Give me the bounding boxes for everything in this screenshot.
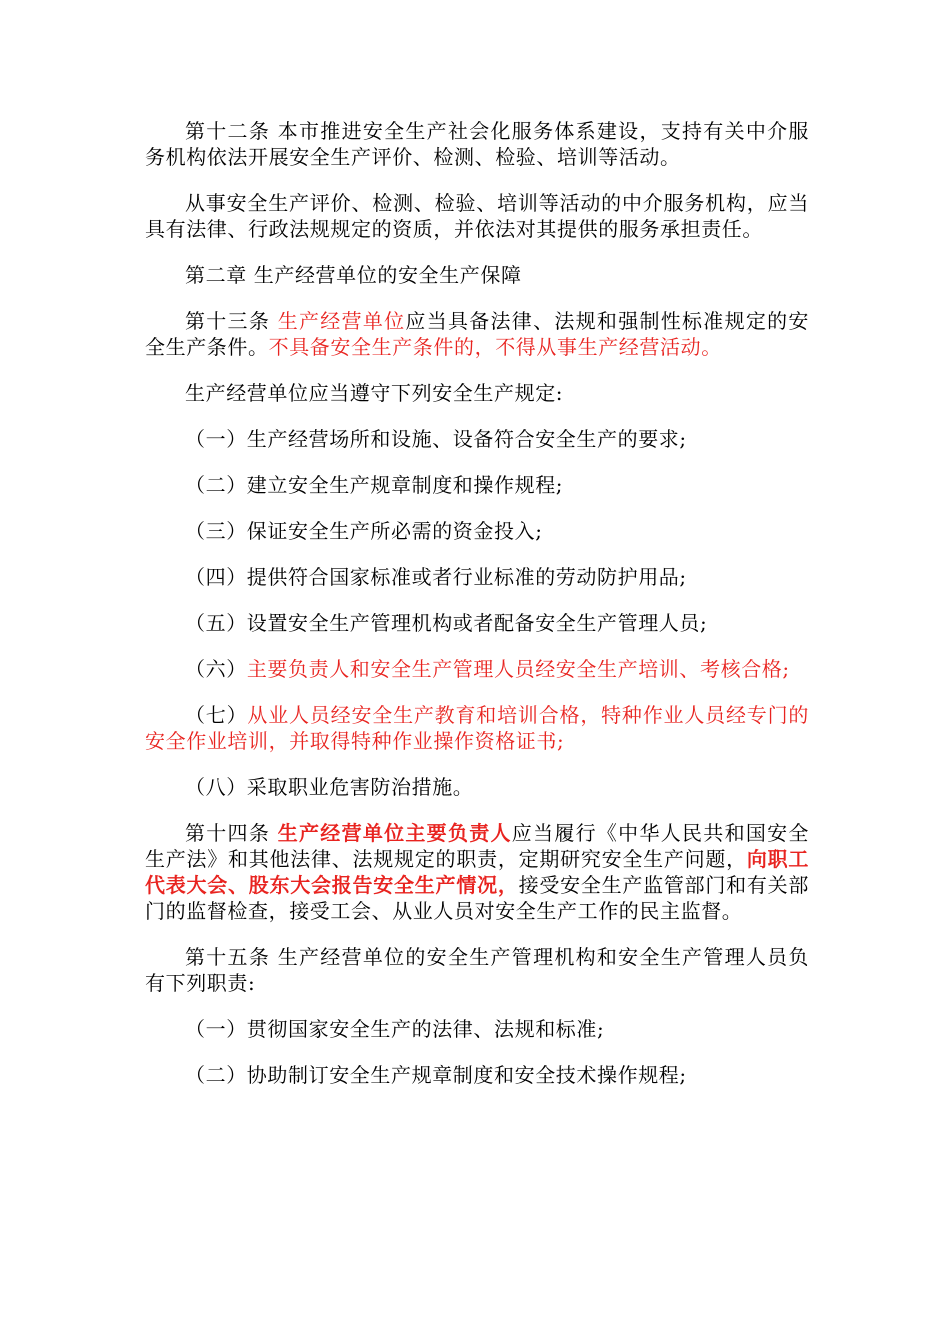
paragraph bbox=[145, 308, 809, 360]
text-run: （三）保证安全生产所必需的资金投入; bbox=[185, 519, 543, 543]
paragraph bbox=[145, 564, 809, 590]
text-run: （二）建立安全生产规章制度和操作规程; bbox=[185, 473, 564, 497]
text-run: 接受安全生产监管部门和有关部门的监督检查，接受工会、从业人员对安全生产工作的民主监督。 bbox=[145, 873, 809, 923]
text-run: 第二章 生产经营单位的安全生产保障 bbox=[185, 263, 522, 287]
paragraph bbox=[145, 190, 809, 242]
document-body bbox=[145, 118, 809, 1088]
text-run: 第十三条 bbox=[185, 309, 278, 333]
text-run: 从事安全生产评价、检测、检验、培训等活动的中介服务机构，应当具有法律、行政法规规定的资质，并依法对其提供的服务承担责任。 bbox=[145, 191, 809, 241]
text-run: （一）生产经营场所和设施、设备符合安全生产的要求; bbox=[185, 427, 687, 451]
text-run: 应当履行《中华人民共和国安全生产法》和其他法律、法规规定的职责，定期研究安全生产问题， bbox=[145, 821, 809, 871]
text-run: 第十五条 生产经营单位的安全生产管理机构和安全生产管理人员负有下列职责: bbox=[145, 945, 809, 995]
text-run: （四）提供符合国家标准或者行业标准的劳动防护用品; bbox=[185, 565, 687, 589]
paragraph bbox=[145, 820, 809, 924]
paragraph bbox=[145, 1062, 809, 1088]
paragraph bbox=[145, 656, 809, 682]
text-run: 生产经营单位应当遵守下列安全生产规定: bbox=[185, 381, 564, 405]
highlighted-text-run: 生产经营单位主要负责人 bbox=[277, 821, 512, 845]
highlighted-text-run: 不具备安全生产条件的，不得从事生产经营活动。 bbox=[268, 335, 722, 359]
text-run: （八）采取职业危害防治措施。 bbox=[185, 775, 474, 799]
text-run: 第十二条 本市推进安全生产社会化服务体系建设，支持有关中介服务机构依法开展安全生产评价、检测、检验、培训等活动。 bbox=[145, 119, 809, 169]
text-run: （五）设置安全生产管理机构或者配备安全生产管理人员; bbox=[185, 611, 708, 635]
highlighted-text-run: 从业人员经安全生产教育和培训合格，特种作业人员经专门的安全作业培训，并取得特种作业操作资格证书; bbox=[145, 703, 809, 753]
text-run: 应当具备法律、法规和强制性标准规定的安全生产条件。 bbox=[145, 309, 810, 359]
paragraph bbox=[145, 380, 809, 406]
paragraph bbox=[145, 1016, 809, 1042]
paragraph bbox=[145, 262, 809, 288]
paragraph bbox=[145, 702, 809, 754]
paragraph bbox=[145, 774, 809, 800]
text-run: （二）协助制订安全生产规章制度和安全技术操作规程; bbox=[185, 1063, 687, 1087]
text-run: 第十四条 bbox=[185, 821, 278, 845]
text-run: （六） bbox=[185, 657, 247, 681]
highlighted-text-run: 生产经营单位 bbox=[277, 309, 406, 333]
highlighted-text-run: 向职工代表大会、股东大会报告安全生产情况， bbox=[145, 847, 809, 897]
document-page bbox=[145, 118, 809, 1108]
paragraph bbox=[145, 944, 809, 996]
paragraph bbox=[145, 472, 809, 498]
highlighted-text-run: 主要负责人和安全生产管理人员经安全生产培训、考核合格; bbox=[246, 657, 790, 681]
paragraph bbox=[145, 426, 809, 452]
paragraph bbox=[145, 518, 809, 544]
paragraph bbox=[145, 610, 809, 636]
paragraph bbox=[145, 118, 809, 170]
text-run: （七） bbox=[185, 703, 248, 727]
text-run: （一）贯彻国家安全生产的法律、法规和标准; bbox=[185, 1017, 605, 1041]
